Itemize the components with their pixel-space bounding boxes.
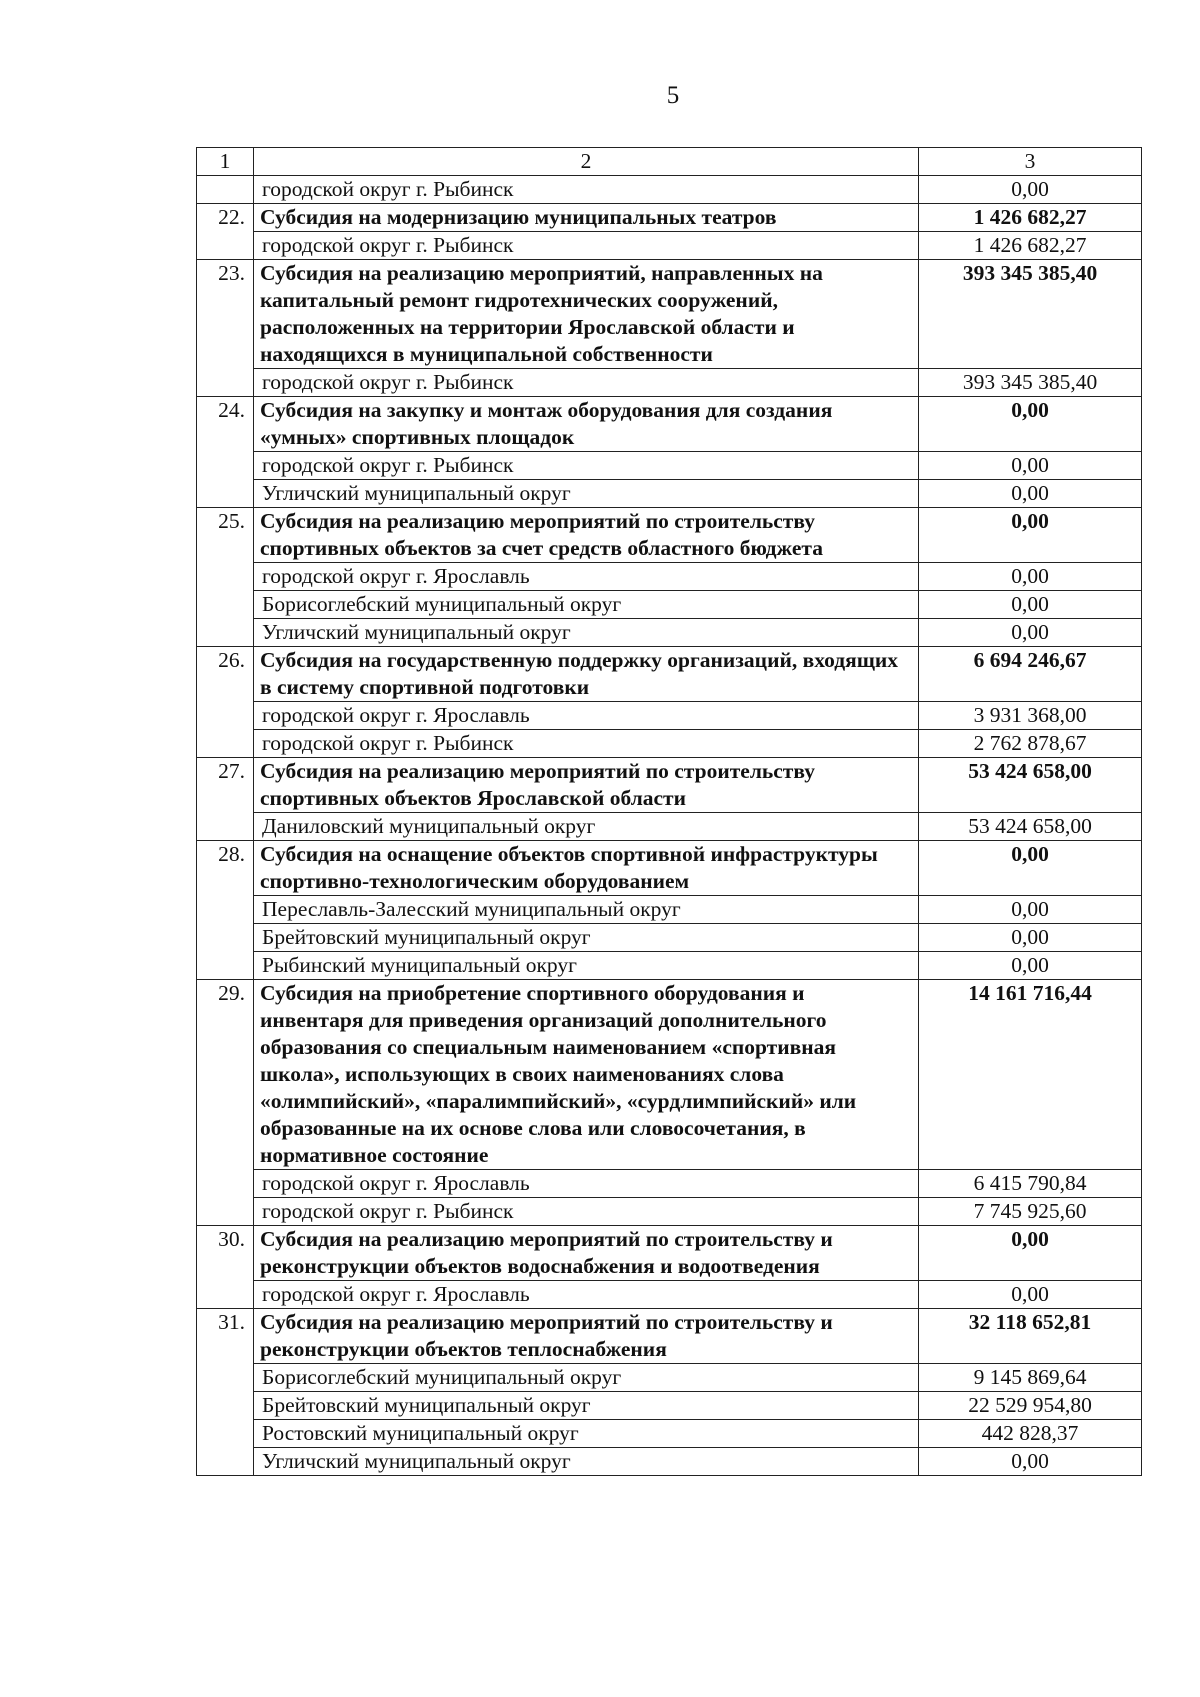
section-total: 0,00: [919, 1226, 1142, 1281]
municipality-row: [197, 480, 1142, 508]
municipality-name: Переславль-Залесский муниципальный округ: [254, 896, 919, 924]
section-title-row: [197, 758, 1142, 813]
section-title-row: [197, 260, 1142, 369]
municipality-name: Борисоглебский муниципальный округ: [254, 591, 919, 619]
municipality-value: 0,00: [919, 452, 1142, 480]
section-number: 24.: [197, 397, 254, 508]
municipality-name: Угличский муниципальный округ: [254, 1448, 919, 1476]
municipality-value: 0,00: [919, 1281, 1142, 1309]
municipality-value: 1 426 682,27: [919, 232, 1142, 260]
subsidy-table: [196, 147, 1142, 1476]
section-title-row: [197, 1226, 1142, 1281]
section-total: 14 161 716,44: [919, 980, 1142, 1170]
municipality-name: Борисоглебский муниципальный округ: [254, 1364, 919, 1392]
section-title-row: [197, 1309, 1142, 1364]
section-number: 30.: [197, 1226, 254, 1309]
municipality-value: 6 415 790,84: [919, 1170, 1142, 1198]
municipality-value: 0,00: [919, 480, 1142, 508]
municipality-value: 3 931 368,00: [919, 702, 1142, 730]
municipality-row: [197, 952, 1142, 980]
municipality-row: [197, 619, 1142, 647]
section-number: 29.: [197, 980, 254, 1226]
municipality-row: [197, 1364, 1142, 1392]
municipality-name: Ростовский муниципальный округ: [254, 1420, 919, 1448]
row-number-empty: [197, 176, 254, 204]
municipality-name: городской округ г. Рыбинск: [254, 730, 919, 758]
section-title: Субсидия на реализацию мероприятий по строительству и реконструкции объектов водоснабжения и водоотведения: [254, 1226, 919, 1281]
municipality-row: [197, 813, 1142, 841]
municipality-value: 7 745 925,60: [919, 1198, 1142, 1226]
municipality-row: [197, 452, 1142, 480]
municipality-row: [197, 1170, 1142, 1198]
municipality-value: 393 345 385,40: [919, 369, 1142, 397]
municipality-value: 0,00: [919, 1448, 1142, 1476]
municipality-value: 0,00: [919, 896, 1142, 924]
section-number: 27.: [197, 758, 254, 841]
municipality-name: Угличский муниципальный округ: [254, 480, 919, 508]
municipality-value: 9 145 869,64: [919, 1364, 1142, 1392]
section-number: 26.: [197, 647, 254, 758]
municipality-row: [197, 369, 1142, 397]
header-row: [197, 148, 1142, 176]
municipality-value: 0,00: [919, 563, 1142, 591]
municipality-name: городской округ г. Рыбинск: [254, 452, 919, 480]
municipality-row: [197, 591, 1142, 619]
section-title: Субсидия на реализацию мероприятий по строительству спортивных объектов за счет средств областного бюджета: [254, 508, 919, 563]
continuation-row: [197, 176, 1142, 204]
municipality-row: [197, 1448, 1142, 1476]
section-total: 6 694 246,67: [919, 647, 1142, 702]
section-title-row: [197, 647, 1142, 702]
municipality-value: 0,00: [919, 176, 1142, 204]
municipality-name: городской округ г. Рыбинск: [254, 232, 919, 260]
section-title: Субсидия на закупку и монтаж оборудования для создания «умных» спортивных площадок: [254, 397, 919, 452]
municipality-name: Угличский муниципальный округ: [254, 619, 919, 647]
section-title-row: [197, 204, 1142, 232]
section-total: 32 118 652,81: [919, 1309, 1142, 1364]
municipality-value: 0,00: [919, 952, 1142, 980]
section-total: 0,00: [919, 397, 1142, 452]
section-total: 53 424 658,00: [919, 758, 1142, 813]
municipality-value: 0,00: [919, 924, 1142, 952]
municipality-row: [197, 1281, 1142, 1309]
section-total: 0,00: [919, 841, 1142, 896]
section-number: 28.: [197, 841, 254, 980]
section-title: Субсидия на реализацию мероприятий, направленных на капитальный ремонт гидротехнических сооружений, расположенных на территории Ярославской области и находящихся в муниципальной собственности: [254, 260, 919, 369]
section-number: 22.: [197, 204, 254, 260]
municipality-name: Брейтовский муниципальный округ: [254, 924, 919, 952]
municipality-row: [197, 702, 1142, 730]
section-title-row: [197, 980, 1142, 1170]
municipality-value: 442 828,37: [919, 1420, 1142, 1448]
section-title-row: [197, 397, 1142, 452]
header-col-2: 2: [254, 148, 919, 176]
municipality-value: 0,00: [919, 619, 1142, 647]
section-total: 0,00: [919, 508, 1142, 563]
municipality-name: городской округ г. Рыбинск: [254, 369, 919, 397]
section-title: Субсидия на приобретение спортивного оборудования и инвентаря для приведения организаций дополнительного образования со специальным наименованием «спортивная школа», использующих в своих наименованиях слова «олимпийский», «паралимпийский», «сурдлимпийский» или образованные на их основе слова или словосочетания, в нормативное состояние: [254, 980, 919, 1170]
municipality-value: 0,00: [919, 591, 1142, 619]
section-number: 31.: [197, 1309, 254, 1476]
section-title: Субсидия на реализацию мероприятий по строительству и реконструкции объектов теплоснабжения: [254, 1309, 919, 1364]
municipality-name: Даниловский муниципальный округ: [254, 813, 919, 841]
municipality-value: 53 424 658,00: [919, 813, 1142, 841]
section-title: Субсидия на реализацию мероприятий по строительству спортивных объектов Ярославской области: [254, 758, 919, 813]
municipality-name: городской округ г. Ярославль: [254, 702, 919, 730]
municipality-row: [197, 1420, 1142, 1448]
municipality-row: [197, 563, 1142, 591]
section-total: 1 426 682,27: [919, 204, 1142, 232]
section-title-row: [197, 841, 1142, 896]
municipality-row: [197, 896, 1142, 924]
municipality-row: [197, 924, 1142, 952]
municipality-value: 2 762 878,67: [919, 730, 1142, 758]
municipality-name: городской округ г. Рыбинск: [254, 176, 919, 204]
section-title: Субсидия на государственную поддержку организаций, входящих в систему спортивной подготовки: [254, 647, 919, 702]
municipality-row: [197, 232, 1142, 260]
municipality-row: [197, 730, 1142, 758]
section-title-row: [197, 508, 1142, 563]
section-number: 25.: [197, 508, 254, 647]
header-col-3: 3: [919, 148, 1142, 176]
header-col-1: 1: [197, 148, 254, 176]
section-title: Субсидия на оснащение объектов спортивной инфраструктуры спортивно-технологическим оборудованием: [254, 841, 919, 896]
page-number: 5: [666, 82, 680, 109]
municipality-name: Рыбинский муниципальный округ: [254, 952, 919, 980]
municipality-name: городской округ г. Ярославль: [254, 1170, 919, 1198]
municipality-row: [197, 1198, 1142, 1226]
section-number: 23.: [197, 260, 254, 397]
municipality-name: городской округ г. Ярославль: [254, 563, 919, 591]
municipality-row: [197, 1392, 1142, 1420]
section-title: Субсидия на модернизацию муниципальных театров: [254, 204, 919, 232]
municipality-name: городской округ г. Рыбинск: [254, 1198, 919, 1226]
section-total: 393 345 385,40: [919, 260, 1142, 369]
municipality-name: городской округ г. Ярославль: [254, 1281, 919, 1309]
municipality-name: Брейтовский муниципальный округ: [254, 1392, 919, 1420]
municipality-value: 22 529 954,80: [919, 1392, 1142, 1420]
